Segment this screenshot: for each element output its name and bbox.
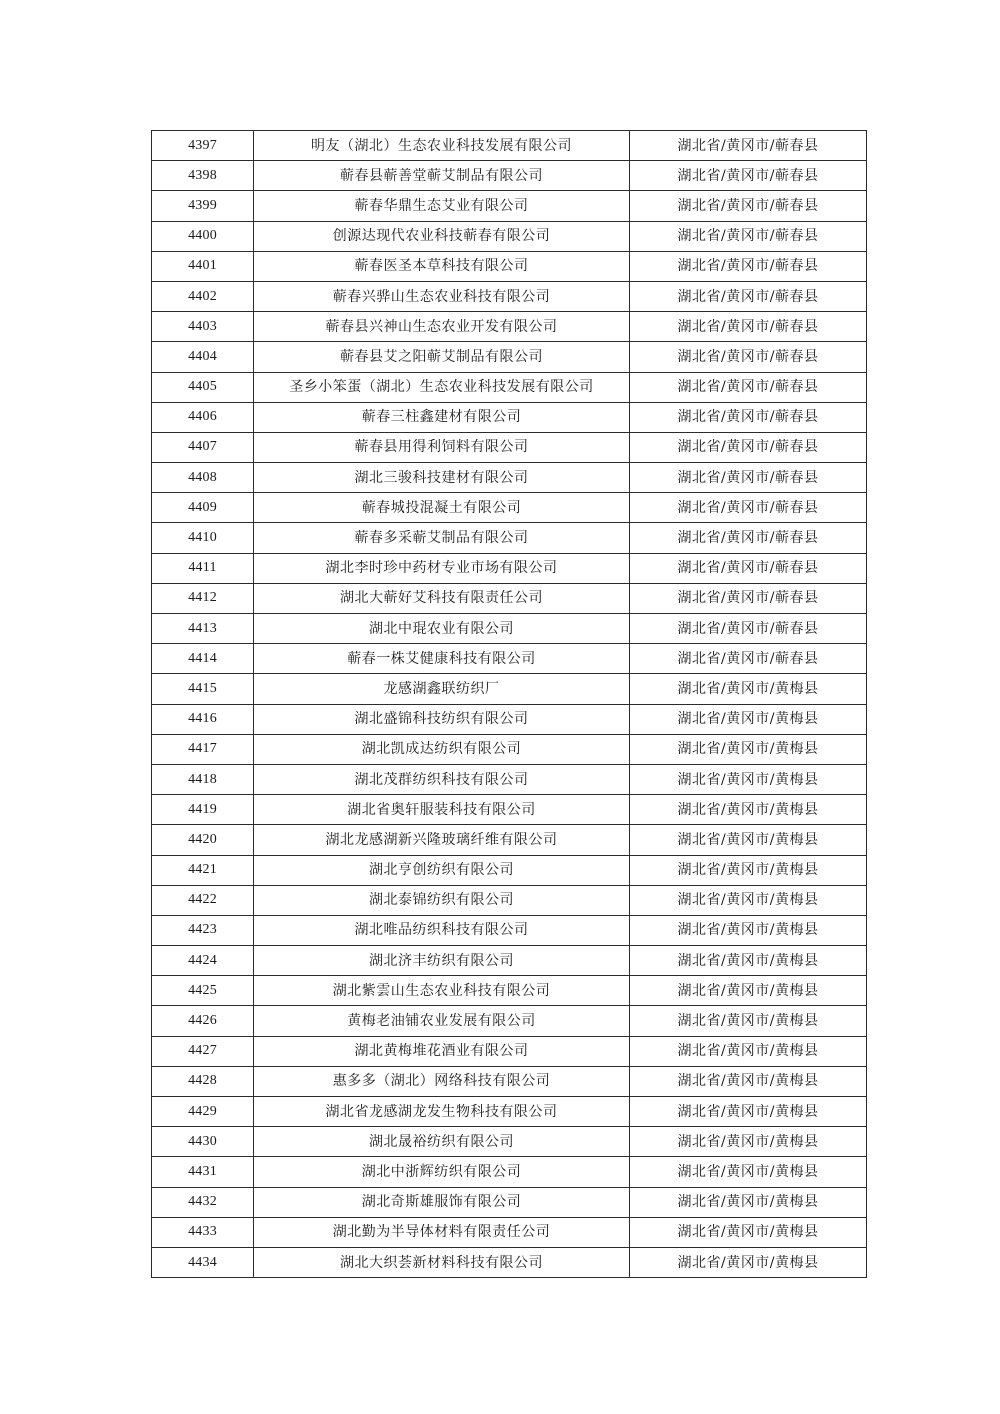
- region: 湖北省/黄冈市/蕲春县: [630, 221, 867, 251]
- region: 湖北省/黄冈市/黄梅县: [630, 825, 867, 855]
- row-number: 4401: [152, 251, 254, 281]
- company-name: 蕲春医圣本草科技有限公司: [254, 251, 630, 281]
- company-name: 蕲春县兴神山生态农业开发有限公司: [254, 312, 630, 342]
- company-name: 湖北中浙辉纺织有限公司: [254, 1157, 630, 1187]
- row-number: 4408: [152, 463, 254, 493]
- table-row: [152, 372, 867, 402]
- region: 湖北省/黄冈市/蕲春县: [630, 644, 867, 674]
- company-name: 惠多多（湖北）网络科技有限公司: [254, 1066, 630, 1096]
- company-name: 湖北李时珍中药材专业市场有限公司: [254, 553, 630, 583]
- company-name: 湖北盛锦科技纺织有限公司: [254, 704, 630, 734]
- row-number: 4423: [152, 915, 254, 945]
- table-row: [152, 432, 867, 462]
- table-row: [152, 764, 867, 794]
- region: 湖北省/黄冈市/黄梅县: [630, 674, 867, 704]
- table-row: [152, 1097, 867, 1127]
- region: 湖北省/黄冈市/黄梅县: [630, 976, 867, 1006]
- table-row: [152, 131, 867, 161]
- region: 湖北省/黄冈市/蕲春县: [630, 251, 867, 281]
- table-row: [152, 825, 867, 855]
- region: 湖北省/黄冈市/黄梅县: [630, 855, 867, 885]
- company-name: 明友（湖北）生态农业科技发展有限公司: [254, 131, 630, 161]
- region: 湖北省/黄冈市/蕲春县: [630, 553, 867, 583]
- company-name: 湖北亨创纺织有限公司: [254, 855, 630, 885]
- company-name: 湖北唯品纺织科技有限公司: [254, 915, 630, 945]
- region: 湖北省/黄冈市/蕲春县: [630, 463, 867, 493]
- table-row: [152, 251, 867, 281]
- company-name: 湖北勤为半导体材料有限责任公司: [254, 1217, 630, 1247]
- table-row: [152, 493, 867, 523]
- table-row: [152, 946, 867, 976]
- table-row: [152, 191, 867, 221]
- company-name: 蕲春兴骅山生态农业科技有限公司: [254, 281, 630, 311]
- row-number: 4432: [152, 1187, 254, 1217]
- region: 湖北省/黄冈市/蕲春县: [630, 281, 867, 311]
- company-name: 湖北大蕲好艾科技有限责任公司: [254, 583, 630, 613]
- table-row: [152, 221, 867, 251]
- table-row: [152, 402, 867, 432]
- company-name: 湖北茂群纺织科技有限公司: [254, 764, 630, 794]
- region: 湖北省/黄冈市/蕲春县: [630, 191, 867, 221]
- table-row: [152, 553, 867, 583]
- table-row: [152, 281, 867, 311]
- row-number: 4399: [152, 191, 254, 221]
- table-row: [152, 704, 867, 734]
- company-name: 龙感湖鑫联纺织厂: [254, 674, 630, 704]
- company-name: 湖北紫雲山生态农业科技有限公司: [254, 976, 630, 1006]
- row-number: 4402: [152, 281, 254, 311]
- row-number: 4415: [152, 674, 254, 704]
- company-name: 蕲春县蕲善堂蕲艾制品有限公司: [254, 161, 630, 191]
- company-name: 蕲春城投混凝土有限公司: [254, 493, 630, 523]
- region: 湖北省/黄冈市/黄梅县: [630, 946, 867, 976]
- region: 湖北省/黄冈市/黄梅县: [630, 1036, 867, 1066]
- region: 湖北省/黄冈市/黄梅县: [630, 1066, 867, 1096]
- table-row: [152, 885, 867, 915]
- table-row: [152, 915, 867, 945]
- region: 湖北省/黄冈市/黄梅县: [630, 795, 867, 825]
- company-name: 蕲春三柱鑫建材有限公司: [254, 402, 630, 432]
- table-body: [152, 131, 867, 1278]
- row-number: 4397: [152, 131, 254, 161]
- row-number: 4429: [152, 1097, 254, 1127]
- region: 湖北省/黄冈市/黄梅县: [630, 1247, 867, 1277]
- row-number: 4400: [152, 221, 254, 251]
- company-name: 湖北三骏科技建材有限公司: [254, 463, 630, 493]
- region: 湖北省/黄冈市/蕲春县: [630, 523, 867, 553]
- company-name: 湖北济丰纺织有限公司: [254, 946, 630, 976]
- company-list-table: [151, 130, 867, 1278]
- row-number: 4414: [152, 644, 254, 674]
- table-row: [152, 1036, 867, 1066]
- region: 湖北省/黄冈市/黄梅县: [630, 915, 867, 945]
- company-name: 创源达现代农业科技蕲春有限公司: [254, 221, 630, 251]
- row-number: 4416: [152, 704, 254, 734]
- row-number: 4433: [152, 1217, 254, 1247]
- row-number: 4407: [152, 432, 254, 462]
- table-row: [152, 734, 867, 764]
- row-number: 4411: [152, 553, 254, 583]
- row-number: 4430: [152, 1127, 254, 1157]
- row-number: 4425: [152, 976, 254, 1006]
- row-number: 4413: [152, 614, 254, 644]
- company-name: 湖北黄梅堆花酒业有限公司: [254, 1036, 630, 1066]
- company-name: 湖北龙感湖新兴隆玻璃纤维有限公司: [254, 825, 630, 855]
- row-number: 4422: [152, 885, 254, 915]
- row-number: 4398: [152, 161, 254, 191]
- region: 湖北省/黄冈市/蕲春县: [630, 161, 867, 191]
- region: 湖北省/黄冈市/蕲春县: [630, 432, 867, 462]
- region: 湖北省/黄冈市/黄梅县: [630, 885, 867, 915]
- table-row: [152, 855, 867, 885]
- row-number: 4419: [152, 795, 254, 825]
- table-row: [152, 674, 867, 704]
- region: 湖北省/黄冈市/蕲春县: [630, 402, 867, 432]
- region: 湖北省/黄冈市/黄梅县: [630, 704, 867, 734]
- region: 湖北省/黄冈市/黄梅县: [630, 1006, 867, 1036]
- table-row: [152, 795, 867, 825]
- region: 湖北省/黄冈市/蕲春县: [630, 493, 867, 523]
- company-name: 湖北泰锦纺织有限公司: [254, 885, 630, 915]
- table-row: [152, 1187, 867, 1217]
- table-row: [152, 614, 867, 644]
- region: 湖北省/黄冈市/黄梅县: [630, 1127, 867, 1157]
- row-number: 4410: [152, 523, 254, 553]
- table-row: [152, 312, 867, 342]
- company-name: 蕲春一株艾健康科技有限公司: [254, 644, 630, 674]
- table-row: [152, 1247, 867, 1277]
- company-name: 湖北凯成达纺织有限公司: [254, 734, 630, 764]
- region: 湖北省/黄冈市/蕲春县: [630, 131, 867, 161]
- company-name: 湖北中琨农业有限公司: [254, 614, 630, 644]
- company-name: 蕲春华鼎生态艾业有限公司: [254, 191, 630, 221]
- row-number: 4417: [152, 734, 254, 764]
- company-name: 蕲春县用得利饲料有限公司: [254, 432, 630, 462]
- row-number: 4431: [152, 1157, 254, 1187]
- company-name: 湖北省奥轩服装科技有限公司: [254, 795, 630, 825]
- row-number: 4424: [152, 946, 254, 976]
- row-number: 4409: [152, 493, 254, 523]
- company-name: 圣乡小笨蛋（湖北）生态农业科技发展有限公司: [254, 372, 630, 402]
- region: 湖北省/黄冈市/黄梅县: [630, 1157, 867, 1187]
- table-row: [152, 463, 867, 493]
- region: 湖北省/黄冈市/黄梅县: [630, 1217, 867, 1247]
- row-number: 4421: [152, 855, 254, 885]
- row-number: 4403: [152, 312, 254, 342]
- company-name: 湖北奇斯雄服饰有限公司: [254, 1187, 630, 1217]
- row-number: 4428: [152, 1066, 254, 1096]
- company-name: 蕲春县艾之阳蕲艾制品有限公司: [254, 342, 630, 372]
- row-number: 4427: [152, 1036, 254, 1066]
- table-row: [152, 1066, 867, 1096]
- region: 湖北省/黄冈市/蕲春县: [630, 312, 867, 342]
- row-number: 4426: [152, 1006, 254, 1036]
- company-name: 蕲春多采蕲艾制品有限公司: [254, 523, 630, 553]
- company-name: 黄梅老油铺农业发展有限公司: [254, 1006, 630, 1036]
- table-row: [152, 644, 867, 674]
- table-row: [152, 523, 867, 553]
- table-row: [152, 1217, 867, 1247]
- table-row: [152, 583, 867, 613]
- region: 湖北省/黄冈市/蕲春县: [630, 372, 867, 402]
- row-number: 4412: [152, 583, 254, 613]
- region: 湖北省/黄冈市/蕲春县: [630, 342, 867, 372]
- region: 湖北省/黄冈市/蕲春县: [630, 614, 867, 644]
- row-number: 4405: [152, 372, 254, 402]
- table-row: [152, 1157, 867, 1187]
- row-number: 4418: [152, 764, 254, 794]
- company-name: 湖北大织荟新材料科技有限公司: [254, 1247, 630, 1277]
- region: 湖北省/黄冈市/黄梅县: [630, 1097, 867, 1127]
- row-number: 4434: [152, 1247, 254, 1277]
- table-row: [152, 1127, 867, 1157]
- region: 湖北省/黄冈市/黄梅县: [630, 734, 867, 764]
- row-number: 4420: [152, 825, 254, 855]
- region: 湖北省/黄冈市/黄梅县: [630, 1187, 867, 1217]
- row-number: 4406: [152, 402, 254, 432]
- company-name: 湖北晟裕纺织有限公司: [254, 1127, 630, 1157]
- row-number: 4404: [152, 342, 254, 372]
- table-row: [152, 161, 867, 191]
- table-row: [152, 342, 867, 372]
- region: 湖北省/黄冈市/黄梅县: [630, 764, 867, 794]
- company-name: 湖北省龙感湖龙发生物科技有限公司: [254, 1097, 630, 1127]
- region: 湖北省/黄冈市/蕲春县: [630, 583, 867, 613]
- table-row: [152, 976, 867, 1006]
- table-row: [152, 1006, 867, 1036]
